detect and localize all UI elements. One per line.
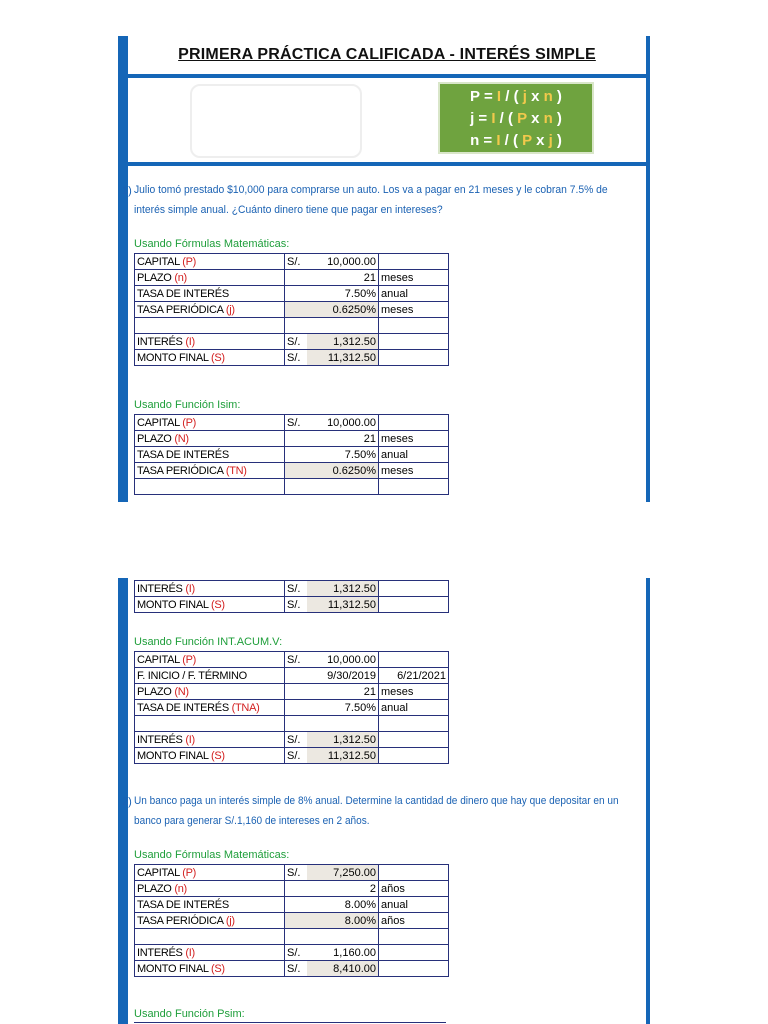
table-cell [379, 350, 449, 366]
formula-line-n [440, 130, 592, 152]
text-fragment: CAPITAL [137, 416, 183, 429]
table-cell [135, 945, 285, 961]
table-cell [285, 479, 307, 495]
row-tasa [135, 447, 449, 463]
question-2-line-2: banco para generar S/.1,160 de intereses en 2 años. [134, 815, 370, 827]
left-blue-border [118, 36, 128, 502]
table-cell [379, 581, 449, 597]
text-fragment: (P) [182, 653, 197, 666]
table-cell: S/. [285, 334, 307, 350]
table-cell [135, 463, 285, 479]
text-fragment: n = [470, 132, 497, 149]
row-monto-final [135, 597, 449, 613]
logo-placeholder [190, 84, 362, 158]
row-tasa-periodica [135, 913, 449, 929]
table-section-2 [134, 414, 449, 495]
text-fragment: (I) [185, 733, 195, 746]
table-section-1 [134, 253, 449, 366]
table-cell [379, 961, 449, 977]
table-section-4 [134, 864, 449, 977]
table-cell [135, 479, 285, 495]
table-cell: S/. [285, 581, 307, 597]
text-fragment: PLAZO [137, 432, 175, 445]
question-1-line-1: Julio tomó prestado $10,000 para comprarse un auto. Los va a pagar en 21 meses y le cobran 7.5% de [134, 184, 608, 196]
table-cell [135, 700, 285, 716]
question-1-number: 1) [122, 185, 132, 197]
table-cell: anual [379, 897, 449, 913]
row-plazo [135, 270, 449, 286]
table-cell [379, 929, 449, 945]
table-cell [379, 865, 449, 881]
text-fragment: MONTO FINAL [137, 351, 212, 364]
table-cell: 7.50% [285, 286, 379, 302]
text-fragment: (N) [174, 685, 189, 698]
text-fragment: (j) [225, 303, 235, 316]
row-monto-final [135, 350, 449, 366]
table-cell [135, 597, 285, 613]
text-fragment: (S) [211, 962, 225, 975]
table-cell [135, 302, 285, 318]
table-cell [135, 334, 285, 350]
table-cell [379, 479, 449, 495]
text-fragment: INTERÉS [137, 946, 186, 959]
table-cell: anual [379, 447, 449, 463]
table-cell: 10,000.00 [307, 254, 379, 270]
question-2-text [134, 791, 646, 831]
text-fragment: PLAZO [137, 882, 175, 895]
text-fragment: x [526, 88, 544, 105]
table-cell [135, 415, 285, 431]
text-fragment: (P) [182, 866, 197, 879]
table-cell [135, 350, 285, 366]
text-fragment: (I) [185, 582, 195, 595]
table-cell [135, 254, 285, 270]
table-cell [285, 716, 307, 732]
section-3-title: Usando Función INT.ACUM.V: [134, 636, 283, 648]
text-fragment: n [543, 88, 553, 105]
row-tasa [135, 700, 449, 716]
row-interes [135, 334, 449, 350]
table-cell: 11,312.50 [307, 748, 379, 764]
table-cell [135, 652, 285, 668]
table-cell: meses [379, 463, 449, 479]
row-plazo [135, 881, 449, 897]
table-cell [135, 318, 285, 334]
table-cell: 1,312.50 [307, 334, 379, 350]
text-fragment: CAPITAL [137, 255, 183, 268]
text-fragment: (TN) [225, 464, 247, 477]
table-cell: meses [379, 302, 449, 318]
table-cell [379, 597, 449, 613]
text-fragment: TASA PERIÓDICA [137, 303, 226, 316]
table-cell: 8.00% [285, 913, 379, 929]
formula-line-j [440, 108, 592, 130]
section-2-title: Usando Función Isim: [134, 399, 241, 411]
table-cell: 21 [285, 431, 379, 447]
text-fragment: (P) [182, 416, 197, 429]
table-cell: S/. [285, 945, 307, 961]
text-fragment: TASA PERIÓDICA [137, 464, 226, 477]
row-capital [135, 652, 449, 668]
row-tasa-periodica [135, 463, 449, 479]
title-bar [128, 36, 646, 78]
row-interes [135, 732, 449, 748]
table-cell: 7.50% [285, 447, 379, 463]
formula-box [438, 82, 594, 154]
table-cell [135, 913, 285, 929]
table-cell [307, 929, 379, 945]
text-fragment: (S) [211, 749, 225, 762]
text-fragment: CAPITAL [137, 653, 183, 666]
table-cell: 7.50% [285, 700, 379, 716]
section-4-title: Usando Fórmulas Matemáticas: [134, 849, 290, 861]
right-blue-border [646, 36, 650, 502]
row-interes [135, 945, 449, 961]
text-fragment: ) [552, 132, 562, 149]
table-cell [379, 254, 449, 270]
table-cell [135, 961, 285, 977]
section-5-title: Usando Función Psim: [134, 1008, 245, 1020]
table-cell: 2 [285, 881, 379, 897]
row-plazo [135, 684, 449, 700]
table-cell [285, 929, 307, 945]
table-section-2-continued [134, 580, 449, 613]
text-fragment: INTERÉS [137, 335, 186, 348]
table-cell: 0.6250% [285, 302, 379, 318]
table-cell: anual [379, 700, 449, 716]
table-cell: 1,160.00 [307, 945, 379, 961]
table-cell: 1,312.50 [307, 732, 379, 748]
row-capital [135, 415, 449, 431]
text-fragment: (S) [211, 351, 225, 364]
row-plazo [135, 431, 449, 447]
text-fragment: PLAZO [137, 271, 175, 284]
table-cell [307, 479, 379, 495]
text-fragment: I [491, 110, 496, 127]
table-cell [135, 929, 285, 945]
row-blank [135, 318, 449, 334]
text-fragment: ) [552, 88, 562, 105]
text-fragment: / ( [495, 110, 518, 127]
table-cell: 21 [285, 270, 379, 286]
table-section-5-top-border [134, 1022, 446, 1023]
table-cell [379, 716, 449, 732]
table-cell: 11,312.50 [307, 597, 379, 613]
table-cell: 9/30/2019 [285, 668, 379, 684]
table-cell: S/. [285, 748, 307, 764]
row-tasa [135, 897, 449, 913]
text-fragment: P [517, 110, 527, 127]
table-cell: 6/21/2021 [379, 668, 449, 684]
table-cell: 11,312.50 [307, 350, 379, 366]
table-cell: 7,250.00 [307, 865, 379, 881]
table-cell: TASA DE INTERÉS [135, 286, 285, 302]
page-1 [118, 36, 650, 502]
text-fragment: PLAZO [137, 685, 175, 698]
table-cell: S/. [285, 865, 307, 881]
table-cell: 10,000.00 [307, 652, 379, 668]
text-fragment: n [543, 110, 553, 127]
table-cell: S/. [285, 961, 307, 977]
row-capital [135, 865, 449, 881]
text-fragment: I [496, 132, 501, 149]
text-fragment: INTERÉS [137, 733, 186, 746]
table-cell [379, 652, 449, 668]
table-cell: 8.00% [285, 897, 379, 913]
text-fragment: x [526, 110, 544, 127]
table-cell [135, 881, 285, 897]
table-cell [135, 865, 285, 881]
table-cell [135, 581, 285, 597]
table-cell: meses [379, 684, 449, 700]
table-cell: años [379, 881, 449, 897]
row-tasa [135, 286, 449, 302]
table-cell [135, 431, 285, 447]
text-fragment: / ( [500, 132, 523, 149]
text-fragment: MONTO FINAL [137, 598, 212, 611]
table-cell [135, 270, 285, 286]
text-fragment: (n) [174, 882, 187, 895]
text-fragment: MONTO FINAL [137, 749, 212, 762]
table-cell: S/. [285, 254, 307, 270]
text-fragment: j = [470, 110, 492, 127]
text-fragment: (n) [174, 271, 187, 284]
text-fragment: MONTO FINAL [137, 962, 212, 975]
table-cell: S/. [285, 652, 307, 668]
table-cell [379, 748, 449, 764]
text-fragment: (N) [174, 432, 189, 445]
formula-line-p [440, 86, 592, 108]
text-fragment: I [496, 88, 502, 105]
table-cell [379, 945, 449, 961]
table-cell: 8,410.00 [307, 961, 379, 977]
text-fragment: (P) [182, 255, 197, 268]
table-cell [307, 716, 379, 732]
table-cell [307, 318, 379, 334]
row-interes [135, 581, 449, 597]
header-zone [128, 78, 646, 166]
text-fragment: CAPITAL [137, 866, 183, 879]
table-cell: 0.6250% [285, 463, 379, 479]
table-cell [285, 318, 307, 334]
text-fragment: P [522, 132, 532, 149]
table-cell: S/. [285, 597, 307, 613]
text-fragment: j [522, 88, 527, 105]
text-fragment: INTERÉS [137, 582, 186, 595]
question-2-number: 2) [122, 796, 132, 808]
text-fragment: / ( [501, 88, 523, 105]
text-fragment: j [548, 132, 553, 149]
table-section-3 [134, 651, 449, 764]
row-tasa-periodica [135, 302, 449, 318]
table-cell: 1,312.50 [307, 581, 379, 597]
table-cell [379, 415, 449, 431]
table-cell: 10,000.00 [307, 415, 379, 431]
table-cell: anual [379, 286, 449, 302]
question-1-line-2: interés simple anual. ¿Cuánto dinero tiene que pagar en intereses? [134, 204, 443, 216]
page-2 [118, 578, 650, 1024]
table-cell: F. INICIO / F. TÉRMINO [135, 668, 285, 684]
row-blank [135, 479, 449, 495]
table-cell: años [379, 913, 449, 929]
table-cell: 21 [285, 684, 379, 700]
text-fragment: (S) [211, 598, 225, 611]
row-blank [135, 929, 449, 945]
question-2-line-1: Un banco paga un interés simple de 8% anual. Determine la cantidad de dinero que hay que depositar en un [134, 795, 619, 807]
table-cell: TASA DE INTERÉS [135, 897, 285, 913]
text-fragment: (I) [185, 335, 195, 348]
text-fragment: ) [552, 110, 562, 127]
row-monto-final [135, 748, 449, 764]
row-monto-final [135, 961, 449, 977]
row-fechas [135, 668, 449, 684]
table-cell: S/. [285, 732, 307, 748]
question-1-text [134, 180, 642, 220]
table-cell: meses [379, 431, 449, 447]
text-fragment: P = [470, 88, 497, 105]
table-cell: meses [379, 270, 449, 286]
table-cell [135, 716, 285, 732]
section-1-title: Usando Fórmulas Matemáticas: [134, 238, 290, 250]
table-cell: S/. [285, 350, 307, 366]
table-cell [135, 684, 285, 700]
table-cell [379, 334, 449, 350]
text-fragment: (j) [225, 914, 235, 927]
table-cell [379, 318, 449, 334]
page-title: PRIMERA PRÁCTICA CALIFICADA - INTERÉS SIMPLE [178, 46, 596, 63]
text-fragment: TASA PERIÓDICA [137, 914, 226, 927]
text-fragment: TASA DE INTERÉS [137, 701, 232, 714]
table-cell [135, 748, 285, 764]
row-capital [135, 254, 449, 270]
table-cell [379, 732, 449, 748]
right-blue-border [646, 578, 650, 1024]
table-cell [135, 732, 285, 748]
row-blank [135, 716, 449, 732]
text-fragment: (TNA) [231, 701, 260, 714]
table-cell: S/. [285, 415, 307, 431]
text-fragment: (I) [185, 946, 195, 959]
table-cell: TASA DE INTERÉS [135, 447, 285, 463]
text-fragment: x [531, 132, 549, 149]
